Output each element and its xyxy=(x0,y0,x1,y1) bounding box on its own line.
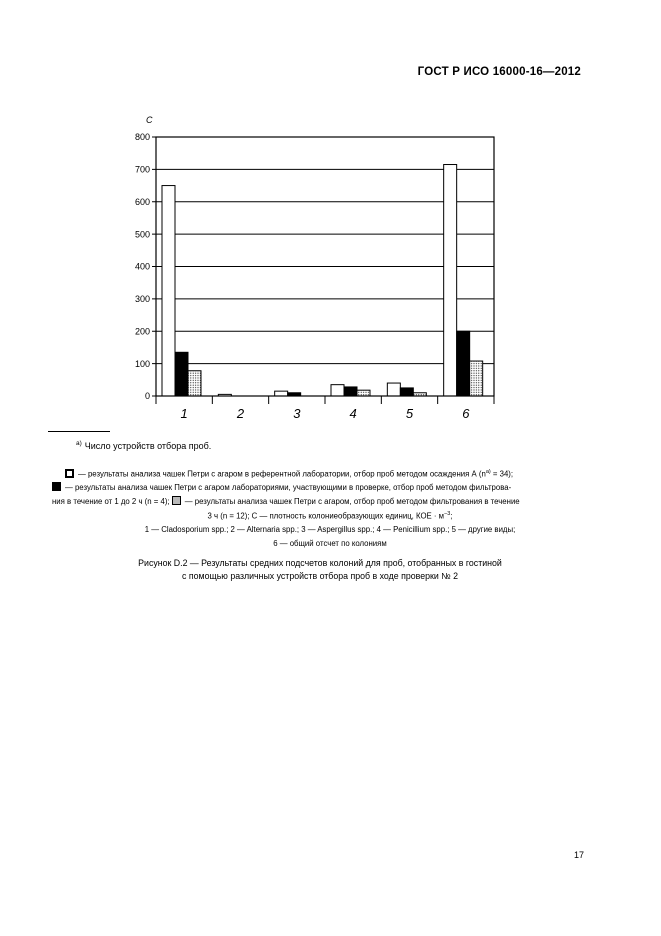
footnote-rule xyxy=(48,431,110,432)
footnote-marker: а) xyxy=(76,440,82,447)
y-tick-label: 800 xyxy=(134,132,150,143)
bar-white xyxy=(275,391,288,396)
legend-line-black: — результаты анализа чашек Петри с агаром лабораториями, участвующими в проверке, отбор проб методом фильтрова- xyxy=(40,481,620,495)
figure-legend xyxy=(40,466,620,550)
y-tick-label: 400 xyxy=(134,261,150,272)
chart-bars xyxy=(162,165,483,396)
bar-dotted xyxy=(470,361,483,396)
x-tick-label: 6 xyxy=(462,406,470,421)
bar-dotted xyxy=(188,371,201,396)
white-bar-swatch-icon xyxy=(65,469,74,478)
bar-black xyxy=(457,331,470,396)
caption-line-1: Рисунок D.2 — Результаты средних подсчетов колоний для проб, отобранных в гостиной xyxy=(138,558,502,568)
y-axis-label: C xyxy=(146,115,153,125)
bar-white xyxy=(331,385,344,396)
y-tick-label: 100 xyxy=(134,358,150,369)
y-tick-label: 600 xyxy=(134,196,150,207)
x-tick-label: 5 xyxy=(405,406,414,421)
bar-white xyxy=(444,165,457,396)
legend-line-dotted: ния в течение от 1 до 2 ч (n = 4); — результаты анализа чашек Петри с агаром, отбор проб методом фильтрования в течение xyxy=(52,496,520,506)
bar-chart xyxy=(0,0,661,430)
y-tick-label: 200 xyxy=(134,326,150,337)
page-number: 17 xyxy=(574,850,585,860)
bar-black xyxy=(400,388,413,396)
black-bar-swatch-icon xyxy=(52,482,61,491)
legend-line-white: — результаты анализа чашек Петри с агаром в референтной лаборатории, отбор проб методом осаждения А $(n^{а)} = 34)$; xyxy=(40,466,620,481)
footnote-text: Число устройств отбора проб. xyxy=(84,441,212,451)
x-tick-label: 4 xyxy=(349,406,357,421)
legend-line-total: 6 — общий отсчет по колониям xyxy=(273,538,387,548)
legend-line-categories: 1 — Cladosporium spp.; 2 — Alternaria spp.; 3 — Aspergillus spp.; 4 — Penicillium spp.; 5 — другие виды; xyxy=(144,525,516,535)
bar-dotted xyxy=(357,390,370,396)
y-tick-label: 700 xyxy=(134,164,150,175)
figure-caption xyxy=(60,557,580,583)
x-tick-label: 1 xyxy=(180,406,188,421)
x-tick-label: 2 xyxy=(236,406,245,421)
dotted-bar-swatch-icon xyxy=(172,496,181,505)
legend-line-units: 3 ч (n = 12); C — плотность колониеобразующих единиц, КОЕ · $м^{-3}$; xyxy=(207,511,453,521)
bar-black xyxy=(175,352,188,396)
document-header: ГОСТ Р ИСО 16000-16—2012 xyxy=(417,66,581,78)
y-tick-label: 0 xyxy=(144,391,150,402)
y-tick-label: 300 xyxy=(134,294,150,305)
y-tick-label: 500 xyxy=(134,229,150,240)
footnote xyxy=(76,440,211,451)
bar-black xyxy=(344,387,357,396)
x-tick-label: 3 xyxy=(293,406,301,421)
caption-line-2: с помощью различных устройств отбора проб в ходе проверки № 2 xyxy=(182,571,458,581)
bar-white xyxy=(162,186,175,396)
bar-white xyxy=(387,383,400,396)
